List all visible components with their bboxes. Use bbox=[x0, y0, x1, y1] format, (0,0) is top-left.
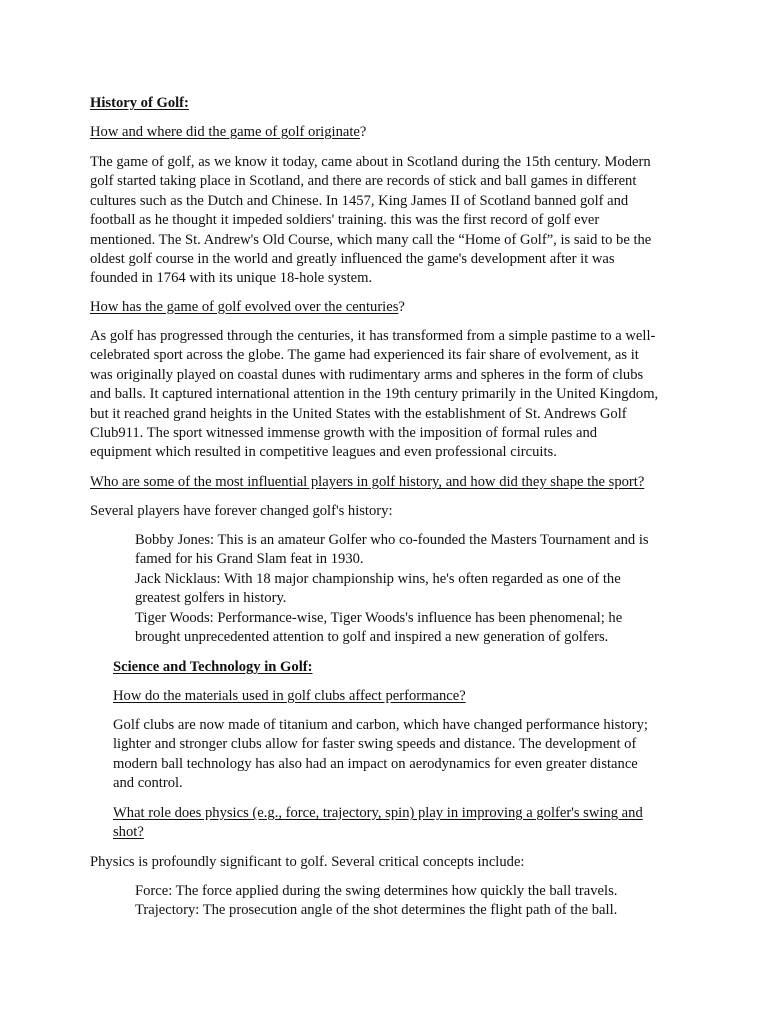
question-origin bbox=[90, 123, 366, 142]
paragraph-line: golf started taking place in Scotland, and there are records of stick and ball games in different bbox=[90, 173, 637, 190]
list-item: Trajectory: The prosecution angle of the shot determines the flight path of the ball. bbox=[135, 902, 618, 919]
paragraph-line: founded in 1764 with its unique 18-hole system. bbox=[90, 270, 373, 287]
paragraph-line: The game of golf, as we know it today, came about in Scotland during the 15th century. Modern bbox=[90, 154, 651, 170]
question-materials: How do the materials used in golf clubs affect performance? bbox=[113, 688, 466, 704]
question-evolution bbox=[90, 298, 405, 317]
question-physics bbox=[113, 804, 643, 843]
question-evolution-text: How has the game of golf evolved over the centuries bbox=[90, 299, 399, 315]
paragraph-line: cultures such as the Dutch and Chinese. In 1457, King James II of Scotland banned golf and bbox=[90, 192, 629, 209]
paragraph-line: and control. bbox=[113, 775, 183, 792]
list-item: Bobby Jones: This is an amateur Golfer who co-founded the Masters Tournament and is bbox=[135, 532, 649, 548]
physics-list bbox=[135, 882, 617, 921]
question-evolution-mark: ? bbox=[398, 299, 405, 315]
paragraph-line: but it reached grand heights in the United States with the establishment of St. Andrews Golf bbox=[90, 405, 627, 422]
list-item: Tiger Woods: Performance-wise, Tiger Woods's influence has been phenomenal; he bbox=[135, 609, 623, 626]
paragraph-line: modern ball technology has also had an impact on aerodynamics for even greater distance bbox=[113, 755, 638, 772]
paragraph-evolution bbox=[90, 327, 658, 463]
paragraph-line: mentioned. The St. Andrew's Old Course, which many call the “Home of Golf”, is said to be the bbox=[90, 231, 652, 248]
paragraph-line: was originally played on coastal dunes with rudimentary arms and spheres in the form of clubs bbox=[90, 366, 644, 383]
question-physics-line: What role does physics (e.g., force, trajectory, spin) play in improving a golfer's swing and bbox=[113, 805, 643, 821]
paragraph-line: oldest golf course in the world and greatly influenced the game's development after it was bbox=[90, 251, 615, 268]
paragraph-line: football as he thought it impeded soldiers' training. this was the first record of golf ever bbox=[90, 212, 600, 229]
paragraph-line: Golf clubs are now made of titanium and carbon, which have changed performance history; bbox=[113, 717, 648, 733]
paragraph-materials bbox=[113, 716, 648, 794]
paragraph-origin bbox=[90, 153, 651, 289]
list-item: Force: The force applied during the swing determines how quickly the ball travels. bbox=[135, 883, 618, 899]
heading-science-technology: Science and Technology in Golf: bbox=[113, 659, 313, 675]
list-item: famed for his Grand Slam feat in 1930. bbox=[135, 551, 364, 568]
paragraph-line: Club911. The sport witnessed immense growth with the imposition of formal rules and bbox=[90, 425, 598, 442]
paragraph-line: celebrated sport across the globe. The game had experienced its fair share of evolvement, as it bbox=[90, 347, 639, 364]
paragraph-line: As golf has progressed through the centuries, it has transformed from a simple pastime to a well- bbox=[90, 328, 656, 344]
players-intro: Several players have forever changed golf's history: bbox=[90, 503, 393, 519]
list-item: Jack Nicklaus: With 18 major championship wins, he's often regarded as one of the bbox=[135, 570, 621, 587]
physics-intro: Physics is profoundly significant to golf. Several critical concepts include: bbox=[90, 854, 525, 870]
players-list bbox=[135, 531, 649, 647]
question-influential-players: Who are some of the most influential players in golf history, and how did they shape the sport? bbox=[90, 474, 645, 490]
question-origin-mark: ? bbox=[359, 124, 367, 140]
question-origin-text: How and where did the game of golf originate bbox=[90, 124, 360, 140]
list-item: greatest golfers in history. bbox=[135, 590, 287, 607]
heading-history-of-golf: History of Golf: bbox=[90, 95, 189, 111]
paragraph-line: lighter and stronger clubs allow for faster swing speeds and distance. The development of bbox=[113, 736, 637, 753]
question-physics-line: shot? bbox=[113, 824, 144, 841]
paragraph-line: equipment which resulted in competitive leagues and even professional circuits. bbox=[90, 444, 557, 461]
list-item: brought unprecedented attention to golf and inspired a new generation of golfers. bbox=[135, 629, 609, 646]
paragraph-line: and balls. It captured international attention in the 19th century primarily in the United Kingdom, bbox=[90, 386, 659, 403]
